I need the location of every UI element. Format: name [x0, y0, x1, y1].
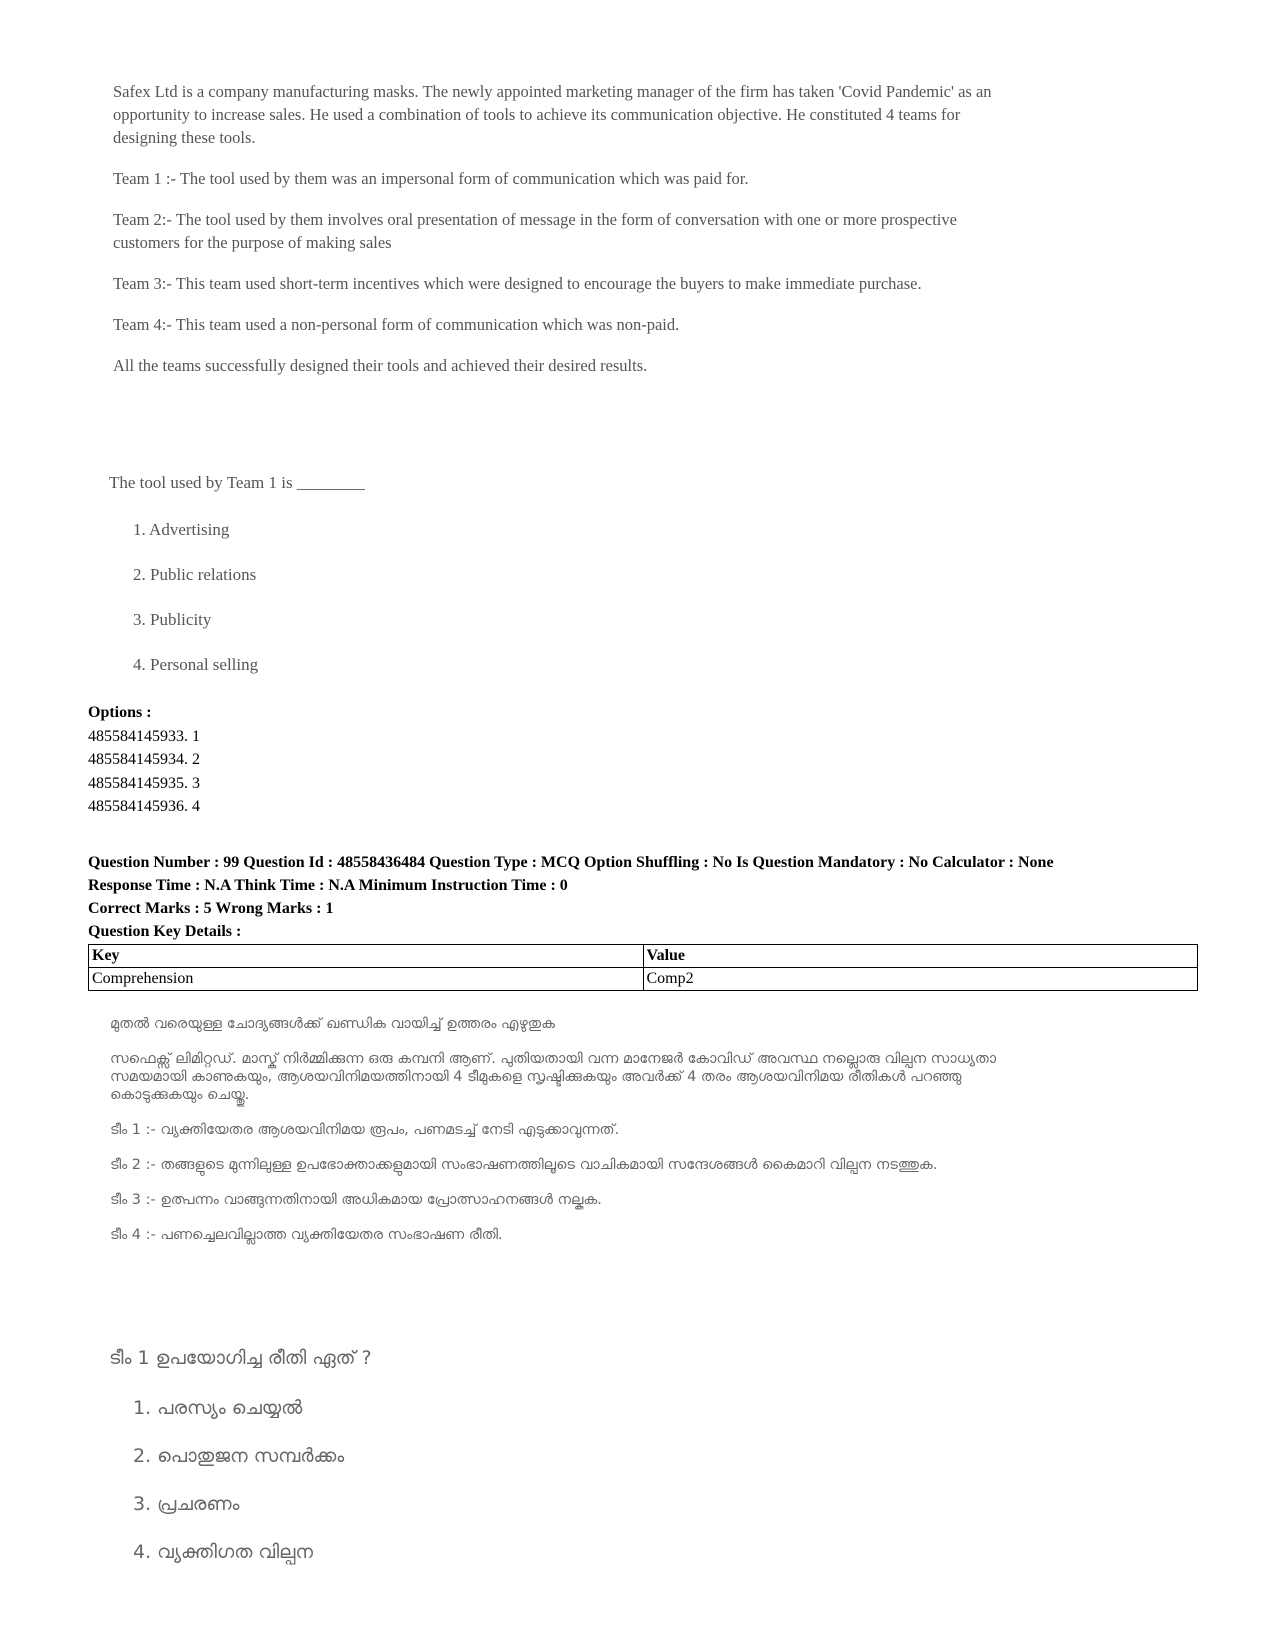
answer-option: 4. Personal selling: [133, 655, 259, 674]
passage-paragraph: Team 4:- This team used a non-personal form of communication which was non-paid.: [113, 315, 680, 334]
passage-paragraph: Team 2:- The tool used by them involves oral presentation of message in the form of conversation with one or more prospective customers for the purpose of making sales: [113, 210, 957, 252]
malayalam-answer-list: [133, 1397, 344, 1589]
table-header-row: [89, 945, 1198, 968]
key-details-table: [88, 944, 1198, 991]
passage-paragraph: Team 1 :- The tool used by them was an impersonal form of communication which was paid for.: [113, 169, 749, 188]
passage-paragraph: മുതൽ വരെയുള്ള ചോദ്യങ്ങൾക്ക് ഖണ്ഡിക വായിച്ച് ഉത്തരം എഴുതുക: [110, 1016, 555, 1032]
meta-line: Correct Marks : 5 Wrong Marks : 1: [88, 900, 334, 917]
table-cell: Comp2: [643, 968, 1198, 991]
answer-option: 3. പ്രചരണം: [133, 1493, 240, 1515]
question-meta: [88, 852, 1198, 944]
passage-paragraph: ടീം 2 :- തങ്ങളുടെ മുന്നിലുള്ള ഉപഭോക്താക്കളുമായി സംഭാഷണത്തിലൂടെ വാചികമായി സന്ദേശങ്ങൾ കൈമാറി വില്പന നടത്തുക.: [110, 1157, 938, 1173]
meta-line: Response Time : N.A Think Time : N.A Minimum Instruction Time : 0: [88, 877, 568, 894]
answer-option: 3. Publicity: [133, 610, 212, 629]
passage-paragraph: Safex Ltd is a company manufacturing masks. The newly appointed marketing manager of the firm has taken 'Covid Pandemic' as an opportunity to increase sales. He used a combination of tools to achieve its communication objective. He constituted 4 teams for designing these tools.: [113, 82, 992, 147]
option-id: 485584145936. 4: [88, 798, 200, 815]
answer-option: 1. Advertising: [133, 520, 230, 539]
answer-option: 2. പൊതുജന സമ്പർക്കം: [133, 1445, 345, 1467]
english-answer-list: [133, 520, 258, 700]
passage-paragraph: Team 3:- This team used short-term incentives which were designed to encourage the buyers to make immediate purchase.: [113, 274, 922, 293]
table-row: [89, 968, 1198, 991]
passage-paragraph: സഫെക്സ് ലിമിറ്റഡ്. മാസ്ക് നിർമ്മിക്കുന്ന ഒരു കമ്പനി ആണ്. പുതിയതായി വന്ന മാനേജർ കോവിഡ് അവസ്ഥ നല്ലൊരു വില്പന സാധ്യതാ സമയമായി കാണുകയും, ആശയവിനിമയത്തിനായി 4 ടീമുകളെ സൃഷ്ടിക്കുകയും അവർക്ക് 4 തരം ആശയവിനിമയ രീതികൾ പറഞ്ഞു കൊടുക്കുകയും ചെയ്തു.: [110, 1051, 997, 1103]
options-header: Options :: [88, 704, 152, 721]
malayalam-question: ടീം 1 ഉപയോഗിച്ച രീതി ഏത് ?: [109, 1347, 372, 1369]
answer-option: 1. പരസ്യം ചെയ്യൽ: [133, 1397, 303, 1419]
answer-option: 2. Public relations: [133, 565, 257, 584]
passage-paragraph: ടീം 4 :- പണച്ചെലവില്ലാത്ത വ്യക്തിയേതര സംഭാഷണ രീതി.: [110, 1227, 503, 1243]
option-id: 485584145935. 3: [88, 774, 200, 792]
option-id: 485584145934. 2: [88, 751, 200, 768]
english-passage: [113, 80, 993, 395]
passage-paragraph: ടീം 1 :- വ്യക്തിയേതര ആശയവിനിമയ രൂപം, പണമടച്ച് നേടി എടുക്കാവുന്നത്.: [110, 1122, 620, 1138]
column-header: Key: [89, 945, 644, 968]
meta-line: Question Number : 99 Question Id : 48558436484 Question Type : MCQ Option Shuffling : No Is Question Mandatory : No Calculator : None: [88, 854, 1054, 871]
english-question: The tool used by Team 1 is ________: [109, 473, 365, 492]
option-id: 485584145933. 1: [88, 727, 200, 745]
options-block: [88, 701, 200, 819]
meta-line: Question Key Details :: [88, 923, 242, 940]
table-cell: Comprehension: [89, 968, 644, 991]
malayalam-passage: [110, 1015, 1010, 1261]
answer-option: 4. വ്യക്തിഗത വില്പന: [133, 1541, 314, 1563]
passage-paragraph: All the teams successfully designed their tools and achieved their desired results.: [113, 356, 648, 375]
passage-paragraph: ടീം 3 :- ഉത്പന്നം വാങ്ങുന്നതിനായി അധികമായ പ്രോത്സാഹനങ്ങൾ നല്കുക.: [110, 1192, 602, 1208]
column-header: Value: [643, 945, 1198, 968]
